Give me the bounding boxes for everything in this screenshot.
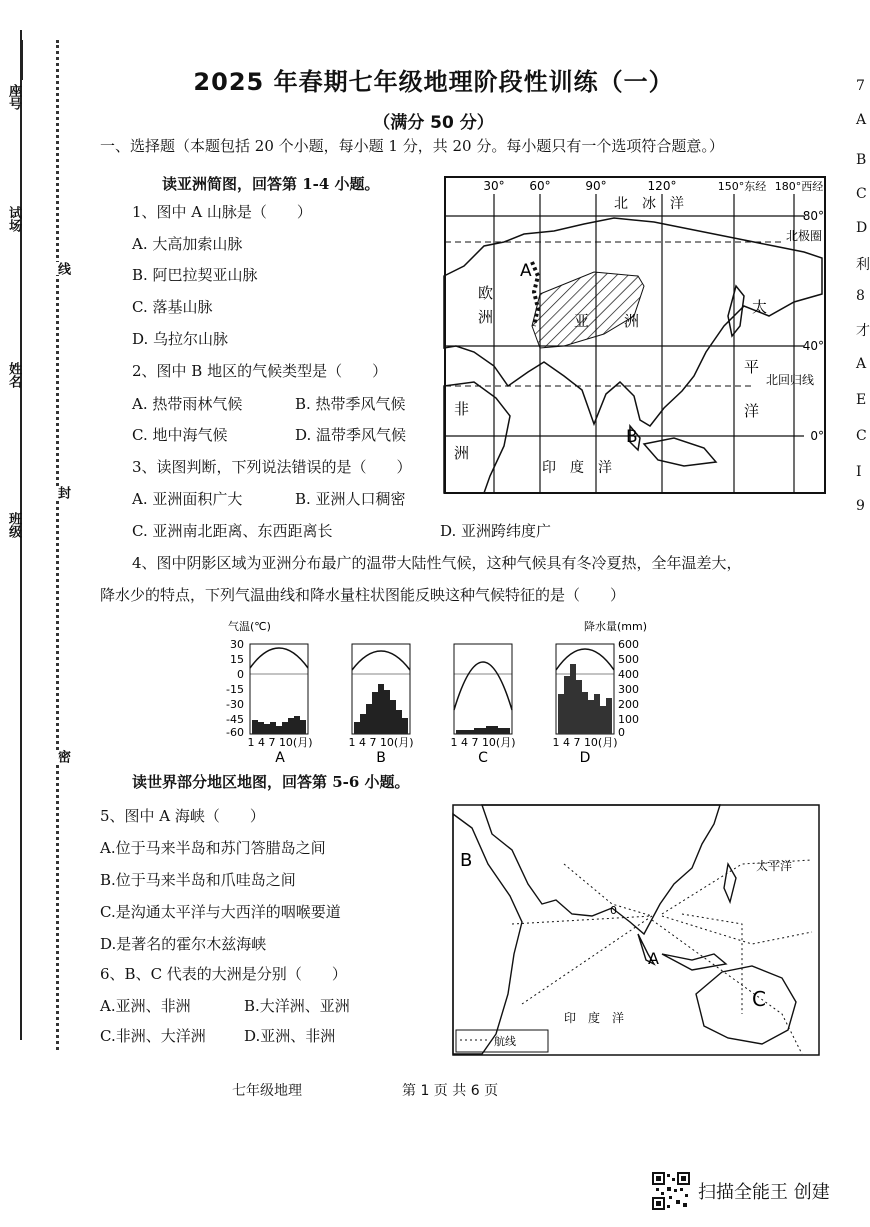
- arctic-circle-label: 北极圈: [785, 229, 822, 243]
- right-edge-char: 才: [856, 323, 870, 339]
- pacific-label: 太平洋: [756, 859, 793, 873]
- climate-chart-b: [348, 644, 413, 766]
- chart-a-label: A: [275, 750, 285, 766]
- temp-tick-30: 30: [230, 638, 244, 651]
- arctic-ocean-label: 北 冰 洋: [614, 196, 684, 212]
- q3-option-b: B. 亚洲人口稠密: [295, 490, 406, 508]
- page-title: 2025 年春期七年级地理阶段性训练（一）: [193, 68, 674, 96]
- climate-chart-c: [450, 644, 515, 766]
- q5-option-d: D.是著名的霍尔木兹海峡: [100, 935, 267, 953]
- lon-label-120: 120°: [647, 179, 677, 193]
- q5-option-a: A.位于马来半岛和苏门答腊岛之间: [100, 839, 326, 857]
- world-map-point-a: A: [648, 949, 659, 968]
- lon-label-60: 60°: [529, 179, 551, 193]
- europe-label: 欧: [478, 284, 494, 302]
- europe-label-2: 洲: [478, 308, 494, 326]
- right-edge-char: C: [856, 428, 867, 444]
- q1-option-b: B. 阿巴拉契亚山脉: [132, 266, 258, 284]
- q1-option-c: C. 落基山脉: [132, 298, 213, 316]
- scanner-brand: 扫描全能王 创建: [698, 1182, 830, 1203]
- dense-mark: 密: [55, 750, 70, 763]
- right-edge-char: A: [856, 356, 867, 372]
- temp-tick-0: 0: [237, 668, 244, 681]
- world-map-point-b: B: [460, 850, 473, 871]
- q1-stem: 1、图中 A 山脉是（ ）: [132, 203, 312, 221]
- q6-option-d: D.亚洲、非洲: [244, 1027, 336, 1045]
- chart-d-months: 1 4 7 10(月): [552, 736, 618, 749]
- q5-option-b: B.位于马来半岛和爪哇岛之间: [100, 871, 296, 889]
- equator-zero-label: 0: [610, 904, 617, 917]
- precip-axis-title: 降水量(mm): [584, 620, 648, 633]
- chart-d-label: D: [579, 750, 591, 766]
- temp-tick-minus30: -30: [226, 698, 244, 711]
- precip-tick-200: 200: [618, 698, 639, 711]
- q1-option-d: D. 乌拉尔山脉: [132, 330, 229, 348]
- precip-tick-500: 500: [618, 653, 639, 666]
- map-point-b: B: [626, 427, 638, 447]
- indian-ocean-label: 印 度 洋: [564, 1011, 625, 1025]
- q2-stem: 2、图中 B 地区的气候类型是（ ）: [132, 362, 388, 380]
- precip-tick-0: 0: [618, 726, 625, 739]
- right-edge-char: I: [856, 464, 862, 480]
- lat-label-80: 80°: [802, 209, 824, 223]
- binding-dotted-line: [56, 40, 59, 1050]
- tropic-label: 北回归线: [765, 373, 814, 387]
- map-point-a: A: [520, 261, 532, 281]
- africa-label: 非: [454, 400, 470, 418]
- q3-stem: 3、读图判断，下列说法错误的是（ ）: [132, 458, 412, 476]
- chart-c-label: C: [478, 750, 488, 766]
- right-edge-char: 利: [856, 257, 870, 273]
- q6-option-c: C.非洲、大洋洲: [100, 1027, 206, 1045]
- legend-label: 航线: [494, 1035, 516, 1048]
- climate-chart-d: [552, 644, 617, 766]
- indian-ocean-label: 印 度 洋: [542, 460, 612, 476]
- asia-label-2: 洲: [624, 312, 640, 330]
- seat-label: 座号: [6, 84, 21, 110]
- right-edge-char: A: [856, 112, 867, 128]
- climate-chart-a: [247, 644, 312, 766]
- lat-label-40: 40°: [802, 339, 824, 353]
- footer-page-number: 第 1 页 共 6 页: [402, 1083, 499, 1099]
- world-map: [452, 804, 820, 1056]
- qr-code-icon: [652, 1172, 690, 1210]
- chart-c-months: 1 4 7 10(月): [450, 736, 516, 749]
- q6-stem: 6、B、C 代表的大洲是分别（ ）: [100, 965, 347, 983]
- footer-subject: 七年级地理: [232, 1083, 302, 1099]
- pacific-label: 太: [752, 298, 768, 316]
- q6-option-a: A.亚洲、非洲: [100, 997, 191, 1015]
- right-edge-char: C: [856, 186, 867, 202]
- lon-label-150: 150°东经: [717, 180, 767, 193]
- q2-option-c: C. 地中海气候: [132, 426, 228, 444]
- q2-option-a: A. 热带雨林气候: [132, 395, 243, 413]
- intro-1-4: 读亚洲简图，回答第 1-4 小题。: [162, 175, 380, 193]
- name-label: 姓名: [6, 362, 21, 388]
- lon-label-30: 30°: [483, 179, 505, 193]
- chart-a-months: 1 4 7 10(月): [247, 736, 313, 749]
- page-subtitle: （满分 50 分）: [373, 113, 494, 133]
- right-edge-char: E: [856, 392, 867, 408]
- climate-charts: [224, 618, 664, 768]
- q2-option-d: D. 温带季风气候: [295, 426, 407, 444]
- temp-tick-minus60: -60: [226, 726, 244, 739]
- right-edge-char: 8: [856, 288, 865, 304]
- right-edge-char: 7: [856, 78, 865, 94]
- q4-line2: 降水少的特点，下列气温曲线和降水量柱状图能反映这种气候特征的是（ ）: [100, 586, 626, 604]
- q6-option-b: B.大洋洲、亚洲: [244, 997, 350, 1015]
- class-label: 班级: [6, 512, 21, 538]
- chart-b-label: B: [376, 750, 386, 766]
- q4-line1: 4、图中阴影区域为亚洲分布最广的温带大陆性气候，这种气候具有冬冷夏热，全年温差大，: [132, 554, 742, 572]
- section-heading: 一、选择题（本题包括 20 个小题，每小题 1 分，共 20 分。每小题只有一个选项符合题意。）: [100, 137, 724, 155]
- pacific-label-3: 洋: [744, 402, 760, 420]
- precip-tick-300: 300: [618, 683, 639, 696]
- line-mark: 线: [55, 262, 70, 275]
- q3-option-c: C. 亚洲南北距离、东西距离长: [132, 522, 333, 540]
- seal-mark: 封: [55, 486, 70, 499]
- room-label: 试场: [6, 206, 21, 232]
- asia-label: 亚: [574, 312, 590, 330]
- temp-tick-minus15: -15: [226, 683, 244, 696]
- q3-option-d: D. 亚洲跨纬度广: [440, 522, 552, 540]
- q5-option-c: C.是沟通太平洋与大西洋的咽喉要道: [100, 903, 341, 921]
- q1-option-a: A. 大高加索山脉: [132, 235, 243, 253]
- right-edge-char: D: [856, 220, 868, 236]
- lon-label-180: 180°西经: [774, 180, 824, 193]
- chart-b-months: 1 4 7 10(月): [348, 736, 414, 749]
- precip-tick-100: 100: [618, 713, 639, 726]
- temp-tick-15: 15: [230, 653, 244, 666]
- lat-label-0: 0°: [810, 429, 824, 443]
- right-edge-char: 9: [856, 498, 865, 514]
- intro-5-6: 读世界部分地区地图，回答第 5-6 小题。: [132, 773, 410, 791]
- world-map-frame: [453, 805, 819, 1055]
- q3-option-a: A. 亚洲面积广大: [132, 490, 243, 508]
- q5-stem: 5、图中 A 海峡（ ）: [100, 807, 265, 825]
- precip-tick-400: 400: [618, 668, 639, 681]
- world-map-point-c: C: [752, 987, 766, 1011]
- temp-tick-minus45: -45: [226, 713, 244, 726]
- right-edge-char: B: [856, 152, 867, 168]
- pacific-label-2: 平: [744, 358, 760, 376]
- lon-label-90: 90°: [585, 179, 607, 193]
- africa-label-2: 洲: [454, 444, 470, 462]
- precip-tick-600: 600: [618, 638, 639, 651]
- temp-axis-title: 气温(℃): [228, 620, 271, 633]
- q2-option-b: B. 热带季风气候: [295, 395, 406, 413]
- asia-map: [444, 176, 826, 494]
